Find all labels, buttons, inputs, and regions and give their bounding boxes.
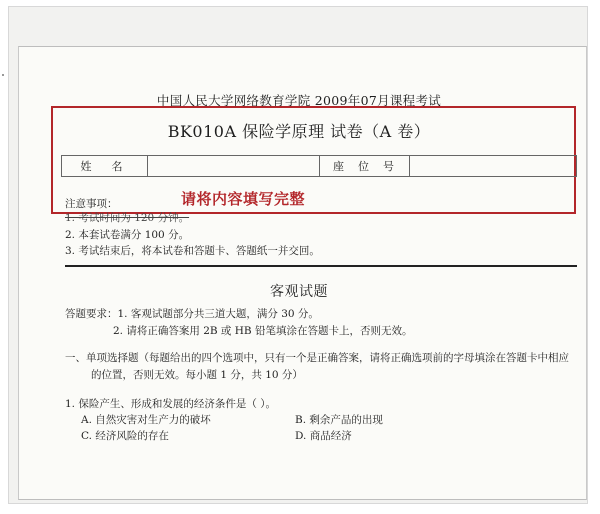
note-item: 2. 本套试卷满分 100 分。 <box>65 229 190 241</box>
seat-label: 座位号 <box>320 156 410 176</box>
exam-title: BK010A 保险学原理 试卷（A 卷） <box>167 122 431 141</box>
answer-requirement: 2. 请将正确答案用 2B 或 HB 铅笔填涂在答题卡上，否则无效。 <box>113 325 413 337</box>
question-stem: 1. 保险产生、形成和发展的经济条件是（ ）。 <box>65 398 276 410</box>
exam-paper <box>18 46 587 500</box>
answer-requirement: 答题要求：1. 客观试题部分共三道大题，满分 30 分。 <box>65 308 319 320</box>
note-item: 3. 考试结束后，将本试卷和答题卡、答题纸一并交回。 <box>65 245 320 257</box>
student-info-row <box>61 155 577 177</box>
divider <box>65 265 577 267</box>
option-a: A. 自然灾害对生产力的破坏 <box>81 414 211 426</box>
fill-instruction: 请将内容填写完整 <box>181 190 306 208</box>
part1-instructions: 的位置，否则无效。每小题 1 分，共 10 分） <box>91 369 303 381</box>
option-b: B. 剩余产品的出现 <box>295 414 383 426</box>
option-d: D. 商品经济 <box>295 430 352 442</box>
seat-field[interactable] <box>410 156 576 176</box>
name-field[interactable] <box>148 156 320 176</box>
note-item: 1. 考试时间为 120 分钟。 <box>65 212 190 224</box>
name-label: 姓名 <box>62 156 148 176</box>
scan-speck <box>2 74 4 76</box>
part1-instructions: 一、单项选择题（每题给出的四个选项中，只有一个是正确答案，请将正确选项前的字母填涂在答题卡中相应 <box>65 352 569 364</box>
notes-heading: 注意事项： <box>65 198 118 210</box>
section-title: 客观试题 <box>270 284 328 300</box>
exam-header: 中国人民大学网络教育学院 2009年07月课程考试 <box>156 93 442 108</box>
option-c: C. 经济风险的存在 <box>81 430 169 442</box>
